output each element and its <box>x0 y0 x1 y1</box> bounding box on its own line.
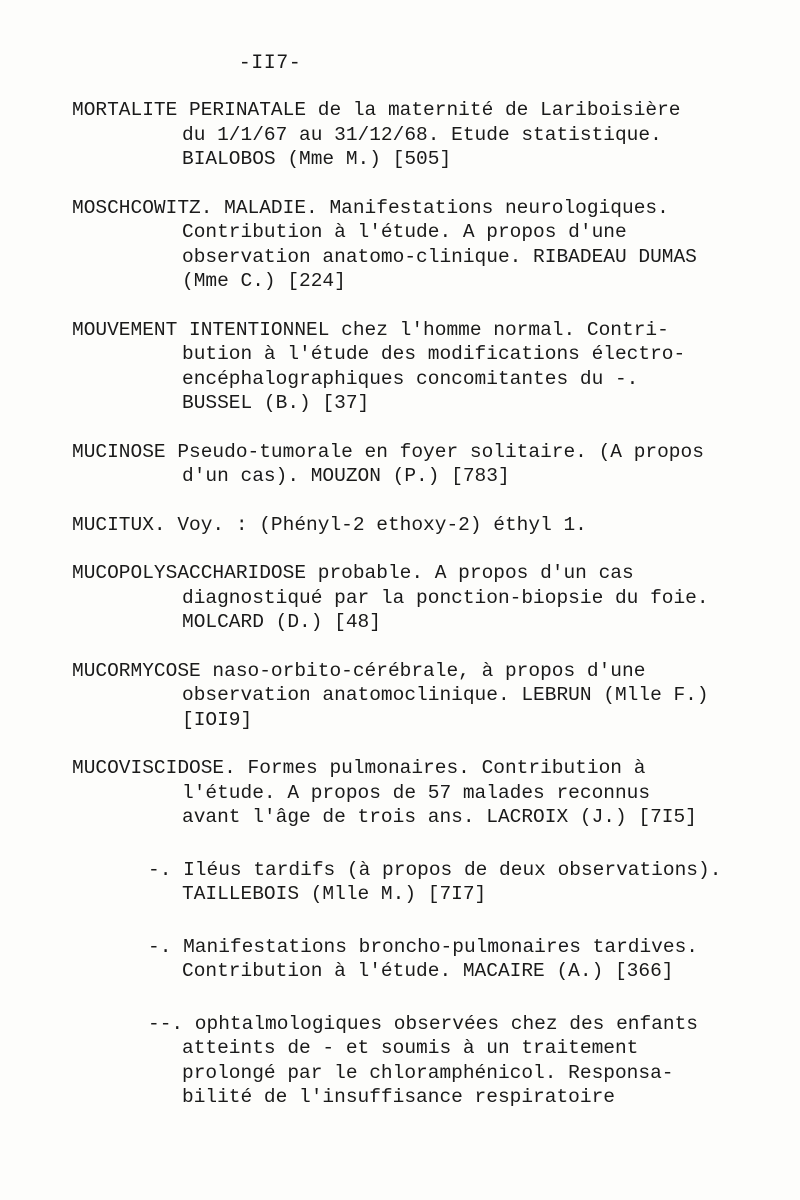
entry-line: du 1/1/67 au 31/12/68. Etude statistique. <box>182 123 662 146</box>
entry-line: Contribution à l'étude. A propos d'une <box>182 221 627 243</box>
entry-line: MOUVEMENT INTENTIONNEL chez l'homme normal. Contri- <box>72 318 669 341</box>
entry-line: MOLCARD (D.) [48] <box>182 611 381 633</box>
entry-line: MOSCHCOWITZ. MALADIE. Manifestations neurologiques. <box>72 196 669 219</box>
index-entry-mortalite <box>72 98 772 172</box>
entry-line: bilité de l'insuffisance respiratoire <box>182 1086 615 1108</box>
entry-line: prolongé par le chloramphénicol. Responsa- <box>182 1061 674 1084</box>
entry-line: BIALOBOS (Mme M.) [505] <box>182 148 452 170</box>
entry-line: observation anatomo-clinique. RIBADEAU DUMAS <box>182 245 697 268</box>
entry-line: l'étude. A propos de 57 malades reconnus <box>182 781 651 804</box>
entry-line: MUCINOSE Pseudo-tumorale en foyer solitaire. (A propos <box>72 440 704 463</box>
entry-line: avant l'âge de trois ans. LACROIX (J.) [7I5] <box>182 806 697 828</box>
entry-line: MUCOVISCIDOSE. Formes pulmonaires. Contribution à <box>72 757 646 779</box>
index-entry-mouvement <box>72 318 772 416</box>
index-entry-moschcowitz <box>72 196 772 294</box>
entry-line: MUCITUX. Voy. : (Phényl-2 ethoxy-2) éthyl 1. <box>72 513 587 536</box>
entry-line: TAILLEBOIS (Mlle M.) [7I7] <box>182 883 487 905</box>
entry-line: encéphalographiques concomitantes du -. <box>182 367 639 390</box>
index-subentry-manifestations <box>72 935 772 984</box>
index-entry-mucopolysaccharidose <box>72 561 772 635</box>
index-entries <box>72 98 772 1134</box>
entry-line: -. Iléus tardifs (à propos de deux observations). <box>148 858 722 881</box>
index-subentry-ileus <box>72 858 772 907</box>
entry-line: d'un cas). MOUZON (P.) [783] <box>182 465 510 487</box>
entry-line: diagnostiqué par la ponction-biopsie du foie. <box>182 586 709 609</box>
entry-line: bution à l'étude des modifications électro- <box>182 343 686 365</box>
entry-line: MUCORMYCOSE naso-orbito-cérébrale, à propos d'une <box>72 659 646 682</box>
entry-line: MUCOPOLYSACCHARIDOSE probable. A propos d'un cas <box>72 562 634 584</box>
entry-line: observation anatomoclinique. LEBRUN (Mlle F.) <box>182 684 709 706</box>
entry-line: --. ophtalmologiques observées chez des enfants <box>148 1012 698 1035</box>
entry-line: [IOI9] <box>182 708 253 731</box>
entry-line: atteints de - et soumis à un traitement <box>182 1037 639 1059</box>
entry-line: MORTALITE PERINATALE de la maternité de Lariboisière <box>72 99 681 121</box>
index-entry-mucinose <box>72 440 772 489</box>
entry-line: Contribution à l'étude. MACAIRE (A.) [366] <box>182 960 674 982</box>
entry-line: BUSSEL (B.) [37] <box>182 392 370 414</box>
entry-line: -. Manifestations broncho-pulmonaires tardives. <box>148 935 698 958</box>
entry-line: (Mme C.) [224] <box>182 270 346 292</box>
index-entry-mucitux <box>72 513 772 538</box>
index-subentry-ophtalmologiques <box>72 1012 772 1110</box>
page-number: -II7- <box>238 52 302 75</box>
index-entry-mucoviscidose <box>72 756 772 830</box>
index-entry-mucormycose <box>72 659 772 733</box>
